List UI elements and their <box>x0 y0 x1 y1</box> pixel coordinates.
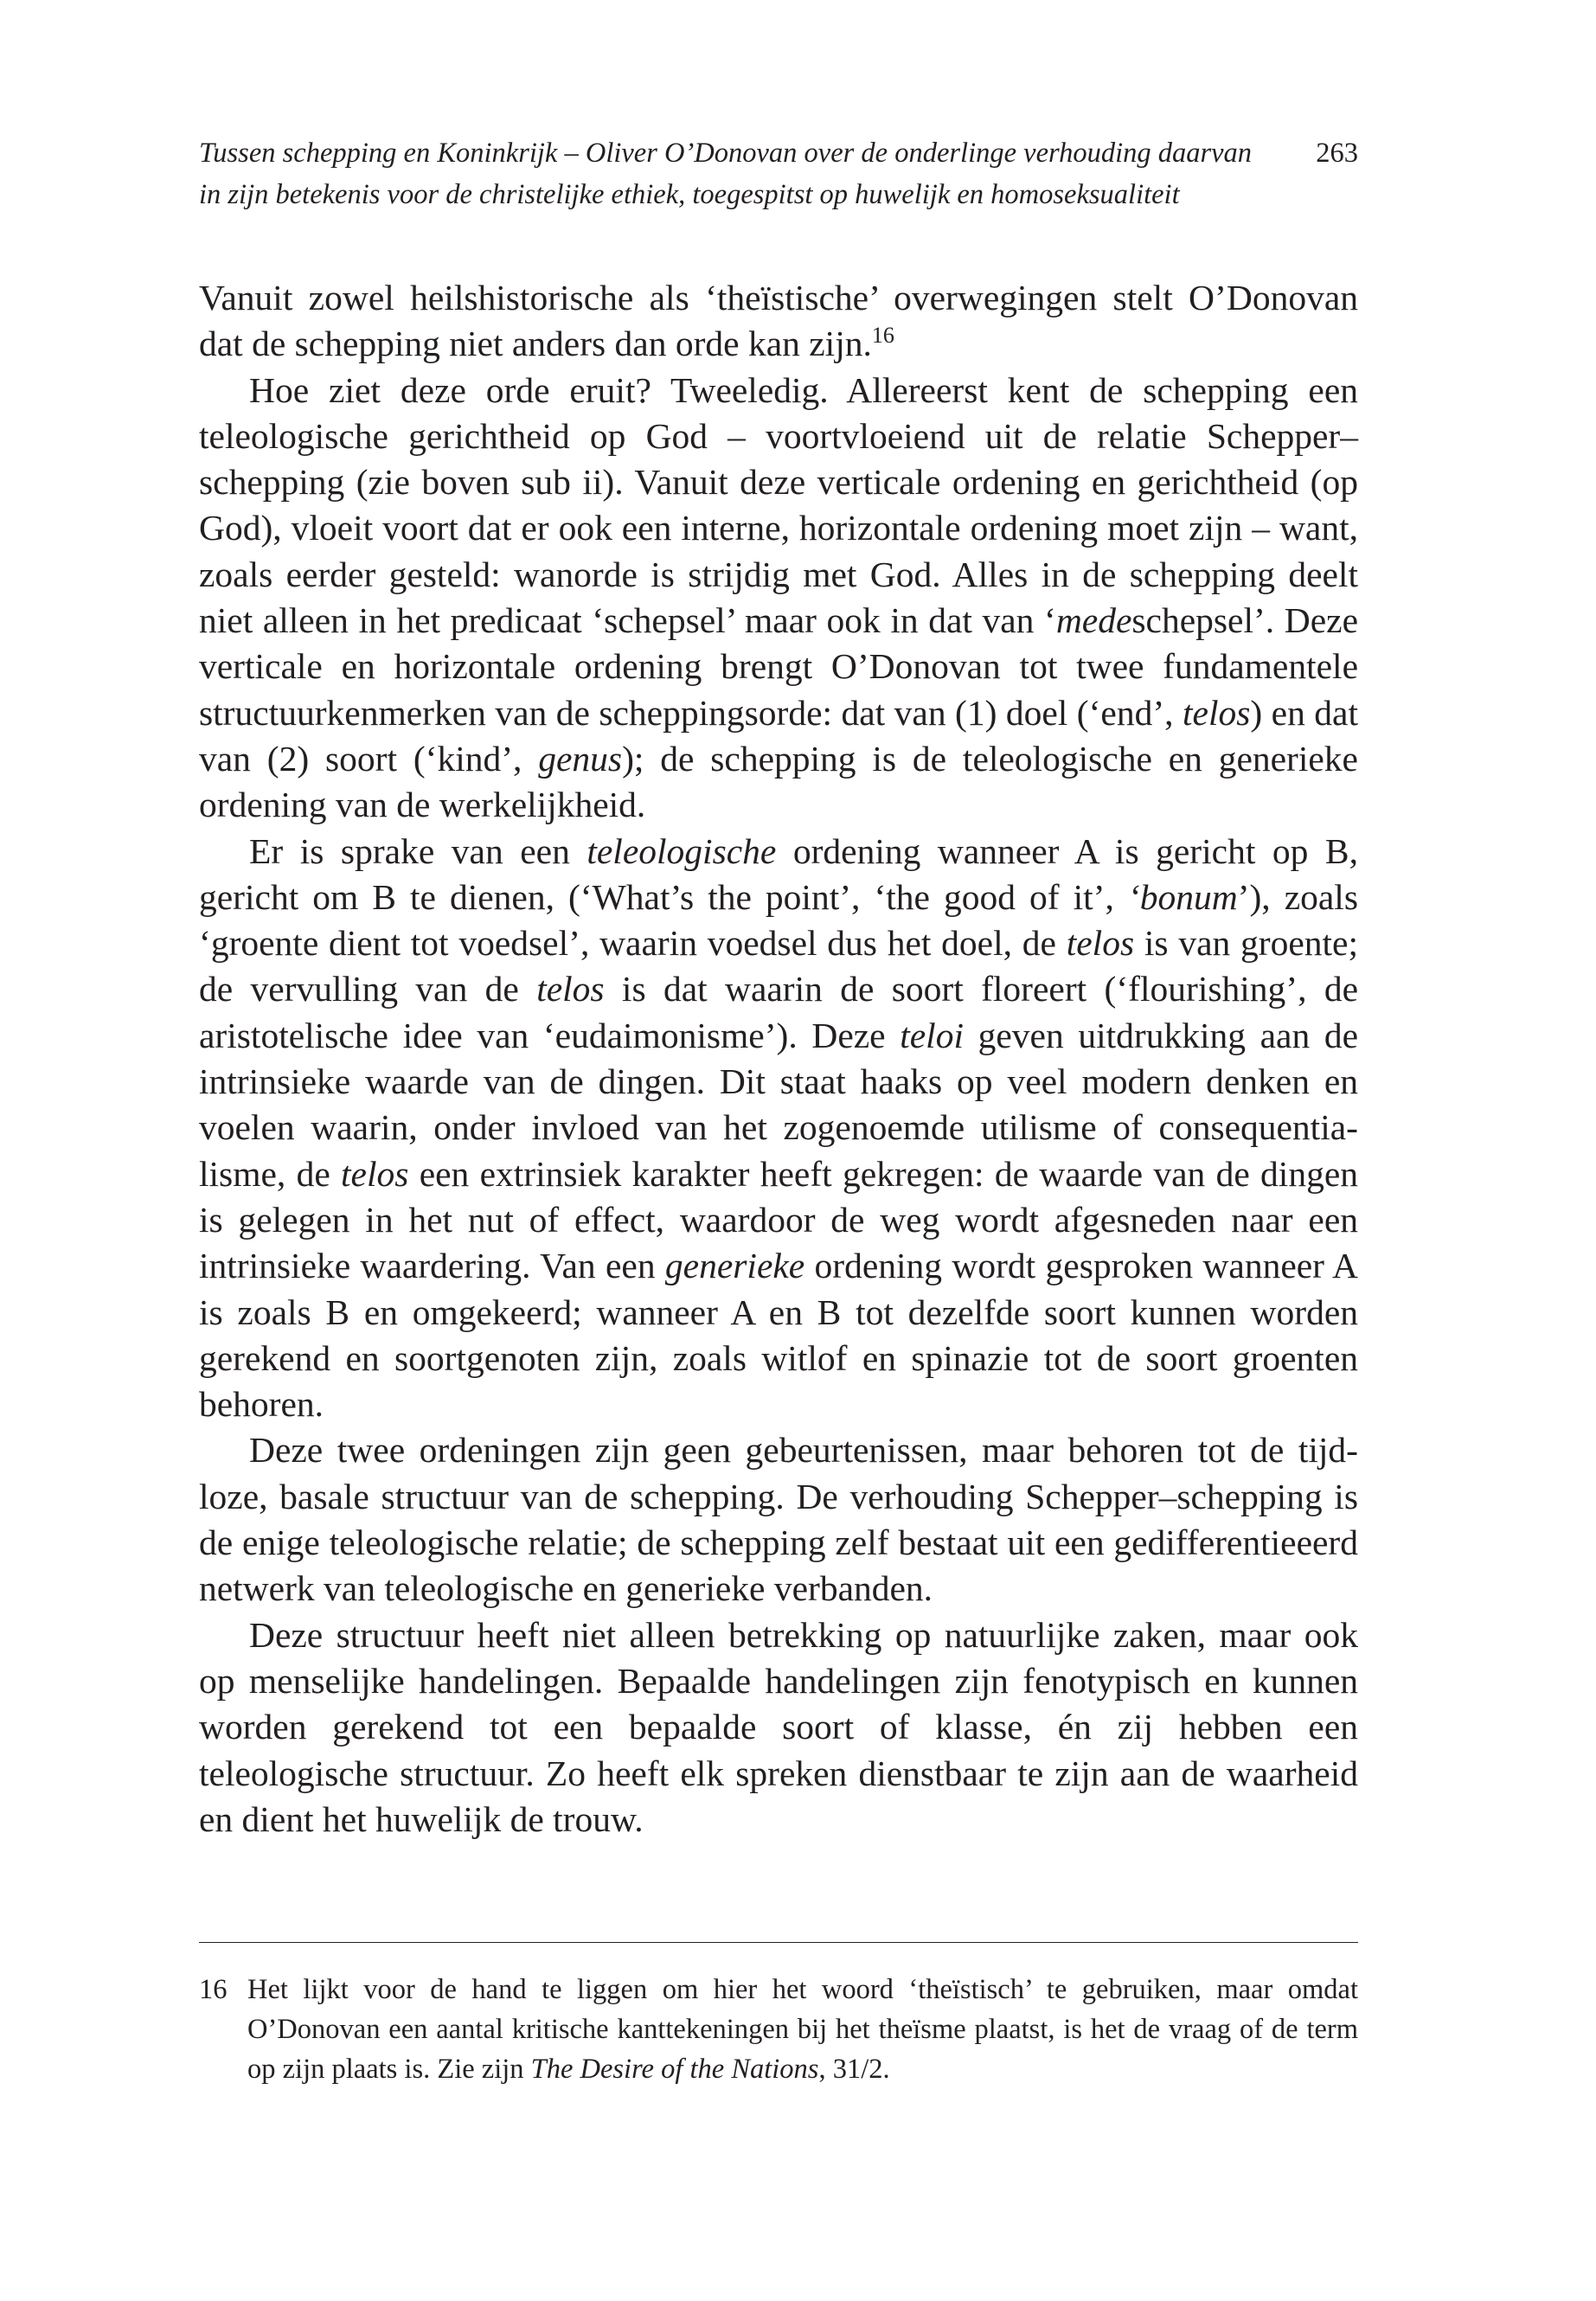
paragraph-2-text: Hoe ziet deze orde eruit? Tweeledig. Allereerst kent de schepping een teleologische gerichtheid op God – voortvloeiend uit de relatie Schepper–schepping (zie boven sub ii). Vanuit deze verticale ordening en gerichtheid (op God), vloeit voort dat er ook een interne, horizontale ordening moet zijn – want, zoals eerder gesteld: wanorde is strijdig met God. Alles in de schepping deelt niet alleen in het predicaat ‘schepsel’ maar ook in dat van ‘ <box>199 369 1358 641</box>
italic-telos-4: telos <box>341 1153 409 1194</box>
italic-telos: telos <box>1183 692 1251 733</box>
paragraph-2-text-cont-2: ) en dat van (2) soort (‘kind’, <box>199 692 1358 779</box>
paragraph-2-text-cont-3: ); de schepping is de teleologische en generieke ordening van de werkelijkheid. <box>199 738 1358 825</box>
paragraph-3-text-e: is dat waarin de soort floreert (‘flourishing’, de aristotelische idee van ‘eudaimonisme’). Deze <box>199 969 1359 1055</box>
footnote-divider <box>199 1942 1358 1943</box>
italic-genus: genus <box>538 738 623 779</box>
footnote-text <box>247 1970 1358 2089</box>
italic-teloi: teloi <box>900 1015 964 1055</box>
italic-generieke: generieke <box>664 1246 805 1286</box>
paragraph-3 <box>199 829 1358 1428</box>
page-number: 263 <box>1316 138 1358 169</box>
paragraph-3-text-c: ’), zoals ‘groente dient tot voedsel’, waarin voedsel dus het doel, de <box>199 876 1358 964</box>
paragraph-3-text-f: geven uitdrukking aan de intrinsieke waarde van de dingen. Dit staat haaks op veel modern denken en voelen waarin, onder invloed van het zogenoemde utilisme of consequentialisme, de <box>199 1015 1358 1194</box>
paragraph-3-text-g: een extrinsiek karakter heeft gekregen: de waarde van de dingen is gelegen in het nut of effect, waardoor de weg wordt afgesneden naar een intrinsieke waardering. Van een <box>199 1153 1358 1286</box>
footnote-book-title: The Desire of the Nations <box>530 2054 819 2085</box>
running-head-line-2: in zijn betekenis voor de christelijke ethiek, toegespitst op huwelijk en homoseksualiteit <box>199 179 1180 210</box>
italic-mede: mede <box>1055 600 1132 641</box>
footnote-16 <box>199 1970 1358 2089</box>
footnote-text-a: Het lijkt voor de hand te liggen om hier het woord ‘theïstisch’ te gebruiken, maar omdat O’Donovan een aantal kritische kanttekeningen bij het theïsme plaatst, is het de vraag of de term op zijn plaats is. Zie zijn <box>247 1974 1358 2085</box>
paragraph-2-text-cont-1: schepsel’. Deze verticale en horizontale ordening brengt O’Donovan tot twee fundamentele structuurkenmerken van de scheppingsorde: dat van (1) doel (‘end’, <box>199 600 1358 733</box>
italic-bonum: ‘bonum <box>1127 876 1238 917</box>
paragraph-1 <box>199 275 1358 368</box>
italic-telos-3: telos <box>536 969 605 1009</box>
paragraph-1-text: Vanuit zowel heilshistorische als ‘theïstische’ overwegingen stelt O’Donovan dat de schepping niet anders dan orde kan zijn. <box>199 278 1358 364</box>
paragraph-2 <box>199 368 1358 829</box>
body-text <box>199 275 1358 1843</box>
italic-teleologische: teleologische <box>586 830 777 871</box>
footnote-reference-16[interactable]: 16 <box>871 323 894 349</box>
paragraph-3-text-a: Er is sprake van een <box>249 830 587 871</box>
paragraph-3-text-d: is van groente; de vervulling van de <box>199 923 1358 1009</box>
paragraph-5: Deze structuur heeft niet alleen betrekking op natuurlijke zaken, maar ook op menselijke handelingen. Bepaalde handelingen zijn fenotypisch en kunnen worden gerekend tot een bepaalde soort of klasse, én zij hebben een teleologische structuur. Zo heeft elk spreken dienstbaar te zijn aan de waarheid en dient het huwelijk de trouw. <box>199 1614 1358 1839</box>
running-head <box>199 132 1358 215</box>
footnote-text-b: , 31/2. <box>818 2054 890 2085</box>
paragraph-4: Deze twee ordeningen zijn geen gebeurtenissen, maar behoren tot de tijdloze, basale structuur van de schepping. De verhouding Schepper–schepping is de enige teleologische relatie; de schepping zelf bestaat uit een gedifferentieeerd netwerk van teleologische en generieke verbanden. <box>199 1430 1358 1609</box>
paragraph-3-text-h: ordening wordt gesproken wanneer A is zoals B en omgekeerd; wanneer A en B tot dezelfde soort kunnen worden gerekend en soortgenoten zijn, zoals witlof en spinazie tot de soort groenten behoren. <box>199 1246 1358 1425</box>
book-page <box>199 0 1358 2301</box>
running-head-line-1: Tussen schepping en Koninkrijk – Oliver O’Donovan over de onderlinge verhouding daarvan <box>199 138 1253 169</box>
italic-telos-2: telos <box>1066 923 1135 964</box>
paragraph-3-text-b: ordening wanneer A is gericht op B, gericht om B te dienen, (‘What’s the point’, ‘the good of it’, <box>199 830 1358 917</box>
footnote-number: 16 <box>199 1974 228 2005</box>
